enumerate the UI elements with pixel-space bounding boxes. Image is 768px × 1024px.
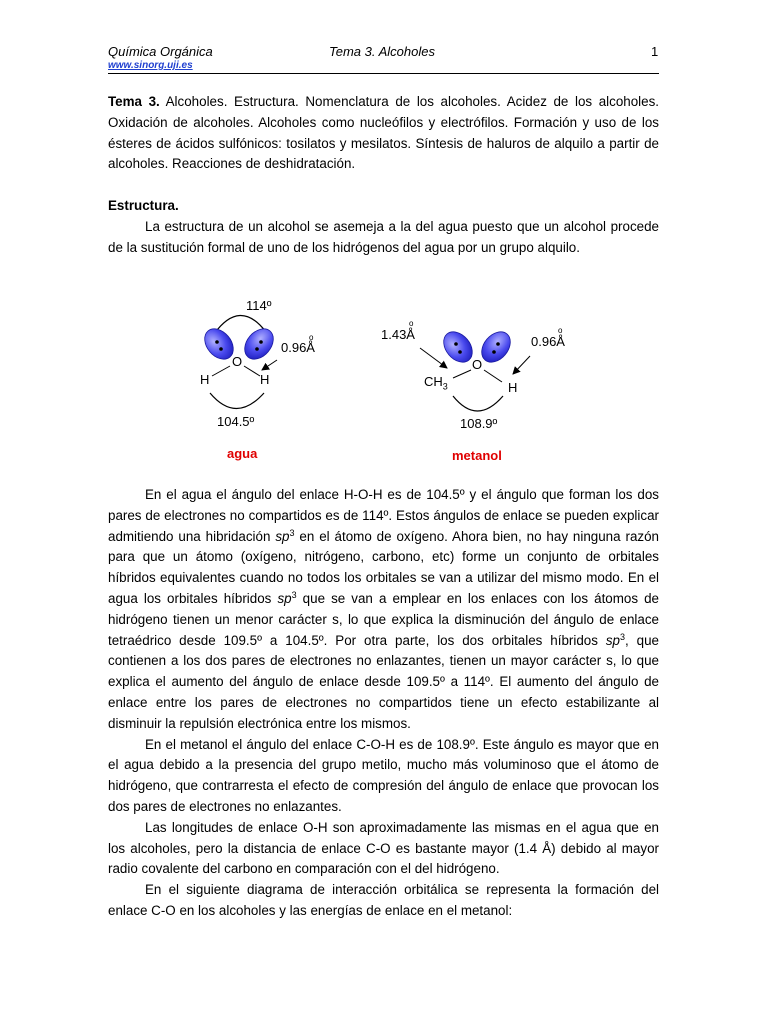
water-lone-pair-right [239,323,279,364]
water-1045-label: 104.5º [217,414,255,429]
water-bond-left [212,366,230,376]
water-oxygen: O [232,354,243,369]
methanol-1089-label: 108.9º [460,416,498,431]
intro-label: Tema 3. [108,94,160,109]
intro-text: Alcoholes. Estructura. Nomenclatura de los alcoholes. Acidez de los alcoholes. Oxidación de alcoholes. Alcoholes como nucleófilos y electrófilos. Formación y uso de los ésteres de ácidos sulfónicos: tosilatos y mesilatos. Síntesis de haluros de alquilo a partir de alcoholes. Reacciones de deshidratación. [108,94,660,172]
methanol-hydrogen: H [508,380,518,395]
methanol-oh-bond [484,370,502,382]
methanol-1089-arc [453,396,503,411]
water-angstrom-ring: o [309,333,314,342]
paragraph-water-angles: En el agua el ángulo del enlace H-O-H es de 104.5º y el ángulo que forman los dos pares de electrones no compartidos es de 114º. Estos ángulos de enlace se pueden explicar admitiendo una hibridación $sp^3$ en el átomo de oxígeno. Ahora bien, no hay ninguna razón para que un átomo (oxígeno, nitrógeno, carbono, etc) forme un conjunto de orbitales híbridos equivalentes cuando no todos los orbitales se van a utilizar del mismo modo. En el agua los orbitales híbridos $sp^3$ que se van a emplear en los enlaces con los átomos de hidrógeno tienen un menor carácter s, lo que explica la disminución del ángulo de enlace tetraédrico desde 109.5º a 104.5º. Por otra parte, los dos orbitales híbridos $sp^3$, que contienen a los dos pares de electrones no enlazantes, tienen un mayor carácter s, lo que explica el aumento del ángulo de enlace desde 109.5º a 114º. El aumento del ángulo de enlace entre los pares de electrones no compartidos tiene un efecto estabilizante al disminuir la repulsión electrónica entre los mismos. [108,487,659,731]
header-subject: Química Orgánica [108,44,213,59]
body-paragraphs [108,485,659,922]
water-oh-arrow [262,360,277,370]
methanol-ch3: $CH_3$ [424,374,448,392]
intro-paragraph [108,92,659,175]
methanol-co-bond [453,370,471,378]
water-bond-right [244,366,260,376]
molecule-figure [170,290,580,470]
paragraph-methanol-angle: En el metanol el ángulo del enlace C-O-H es de 108.9º. Este ángulo es mayor que en el agua debido a la presencia del grupo metilo, mucho más voluminoso que el átomo de hidrógeno, que contrarresta el efecto de compresión del ángulo de enlace que provocan los dos pares de electrones no enlazantes. [108,736,659,814]
section-heading: Estructura. [108,198,179,213]
molecule-diagram [170,290,580,470]
structure-paragraph: La estructura de un alcohol se asemeja a la del agua puesto que un alcohol procede de la sustitución formal de uno de los hidrógenos del agua por un grupo alquilo. [108,218,659,255]
methanol-oh-ring: o [558,326,563,335]
header-rule [108,73,659,74]
methanol-co-ring: o [409,319,414,328]
water-hydrogen-left: H [200,372,210,387]
water-1045-arc [210,393,264,409]
water-name: agua [227,446,258,461]
paragraph-bond-lengths: Las longitudes de enlace O-H son aproximadamente las mismas en el agua que en los alcoholes, pero la distancia de enlace C-O es bastante mayor (1.4 Å) debido al mayor radio covalente del carbono en comparación con el del hidrógeno. [108,819,659,877]
methanol-co-length: 1.43Å [381,327,415,342]
page-number: 1 [651,44,659,59]
water-114-label: 114º [246,298,272,313]
header-url-link[interactable]: www.sinorg.uji.es [108,60,193,71]
methanol-co-arrow [420,348,447,368]
methanol-oh-arrow [513,356,530,374]
methanol-oxygen: O [472,357,483,372]
water-hydrogen-right: H [260,372,270,387]
water-bond-length: 0.96Å [281,340,315,355]
paragraph-orbital-diagram: En el siguiente diagrama de interacción orbitálica se representa la formación del enlace C-O en los alcoholes y las energías de enlace en el metanol: [108,882,659,918]
methanol-oh-length: 0.96Å [531,334,565,349]
methanol-name: metanol [452,448,502,463]
structure-section [108,196,659,258]
header-topic: Tema 3. Alcoholes [329,44,435,59]
